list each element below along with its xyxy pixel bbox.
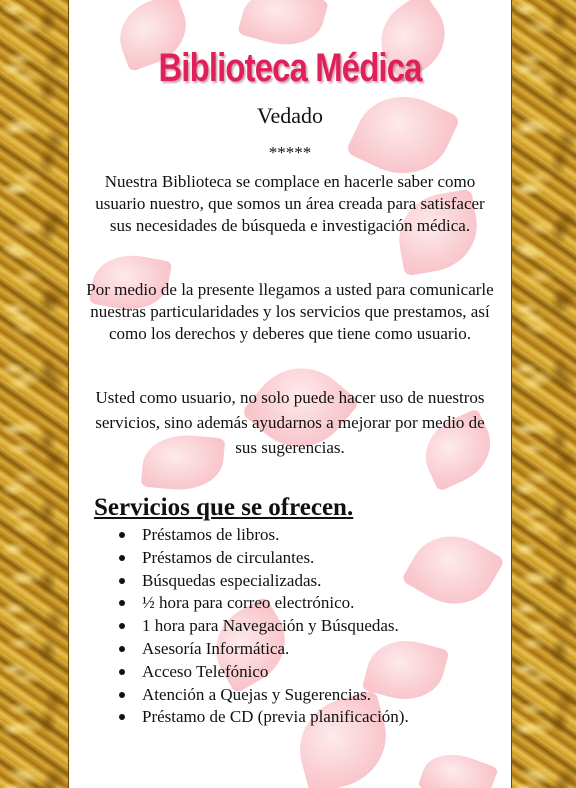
list-item xyxy=(116,592,409,615)
bullet-icon xyxy=(119,646,125,652)
list-item xyxy=(116,661,409,684)
gold-border-left xyxy=(0,0,69,788)
suggestions-paragraph: Usted como usuario, no solo puede hacer uso de nuestros servicios, sino además ayudarnos a mejorar por medio de sus sugerencias. xyxy=(95,388,485,457)
bullet-icon xyxy=(119,600,125,606)
leaf-decoration xyxy=(417,744,498,788)
service-label: ½ hora para correo electrónico. xyxy=(142,593,355,613)
intro-paragraph: Nuestra Biblioteca se complace en hacerle saber como usuario nuestro, que somos un área creada para satisfacer sus necesidades de búsqueda e investigación médica. xyxy=(95,172,485,235)
list-item xyxy=(116,615,409,638)
bullet-icon xyxy=(119,532,125,538)
list-item xyxy=(116,638,409,661)
bullet-icon xyxy=(119,669,125,675)
list-item xyxy=(116,547,409,570)
service-label: Atención a Quejas y Sugerencias. xyxy=(142,684,371,704)
bullet-icon xyxy=(119,578,125,584)
leaf-decoration xyxy=(401,520,505,621)
service-label: Búsquedas especializadas. xyxy=(142,570,322,590)
document-body xyxy=(68,0,512,788)
service-label: Acceso Telefónico xyxy=(142,661,269,681)
service-label: Préstamo de CD (previa planificación). xyxy=(142,707,409,727)
services-list xyxy=(116,524,409,729)
page-subtitle: Vedado xyxy=(257,103,323,128)
bullet-icon xyxy=(119,623,125,629)
purpose-paragraph: Por medio de la presente llegamos a usted para comunicarle nuestras particularidades y los servicios que prestamos, así como los derechos y deberes que tiene como usuario. xyxy=(86,280,494,343)
page-title: Biblioteca Médica xyxy=(158,46,422,90)
list-item xyxy=(116,570,409,593)
service-label: 1 hora para Navegación y Búsquedas. xyxy=(142,616,399,636)
service-label: Préstamos de libros. xyxy=(142,525,280,544)
service-label: Préstamos de circulantes. xyxy=(142,547,315,567)
bullet-icon xyxy=(119,714,125,720)
service-label: Asesoría Informática. xyxy=(142,638,290,658)
gold-border-right xyxy=(511,0,576,788)
list-item xyxy=(116,684,409,707)
list-item xyxy=(116,524,409,547)
bullet-icon xyxy=(119,555,125,561)
list-item xyxy=(116,706,409,729)
separator-stars: ***** xyxy=(268,143,312,162)
services-heading: Servicios que se ofrecen. xyxy=(94,494,354,521)
bullet-icon xyxy=(119,692,125,698)
